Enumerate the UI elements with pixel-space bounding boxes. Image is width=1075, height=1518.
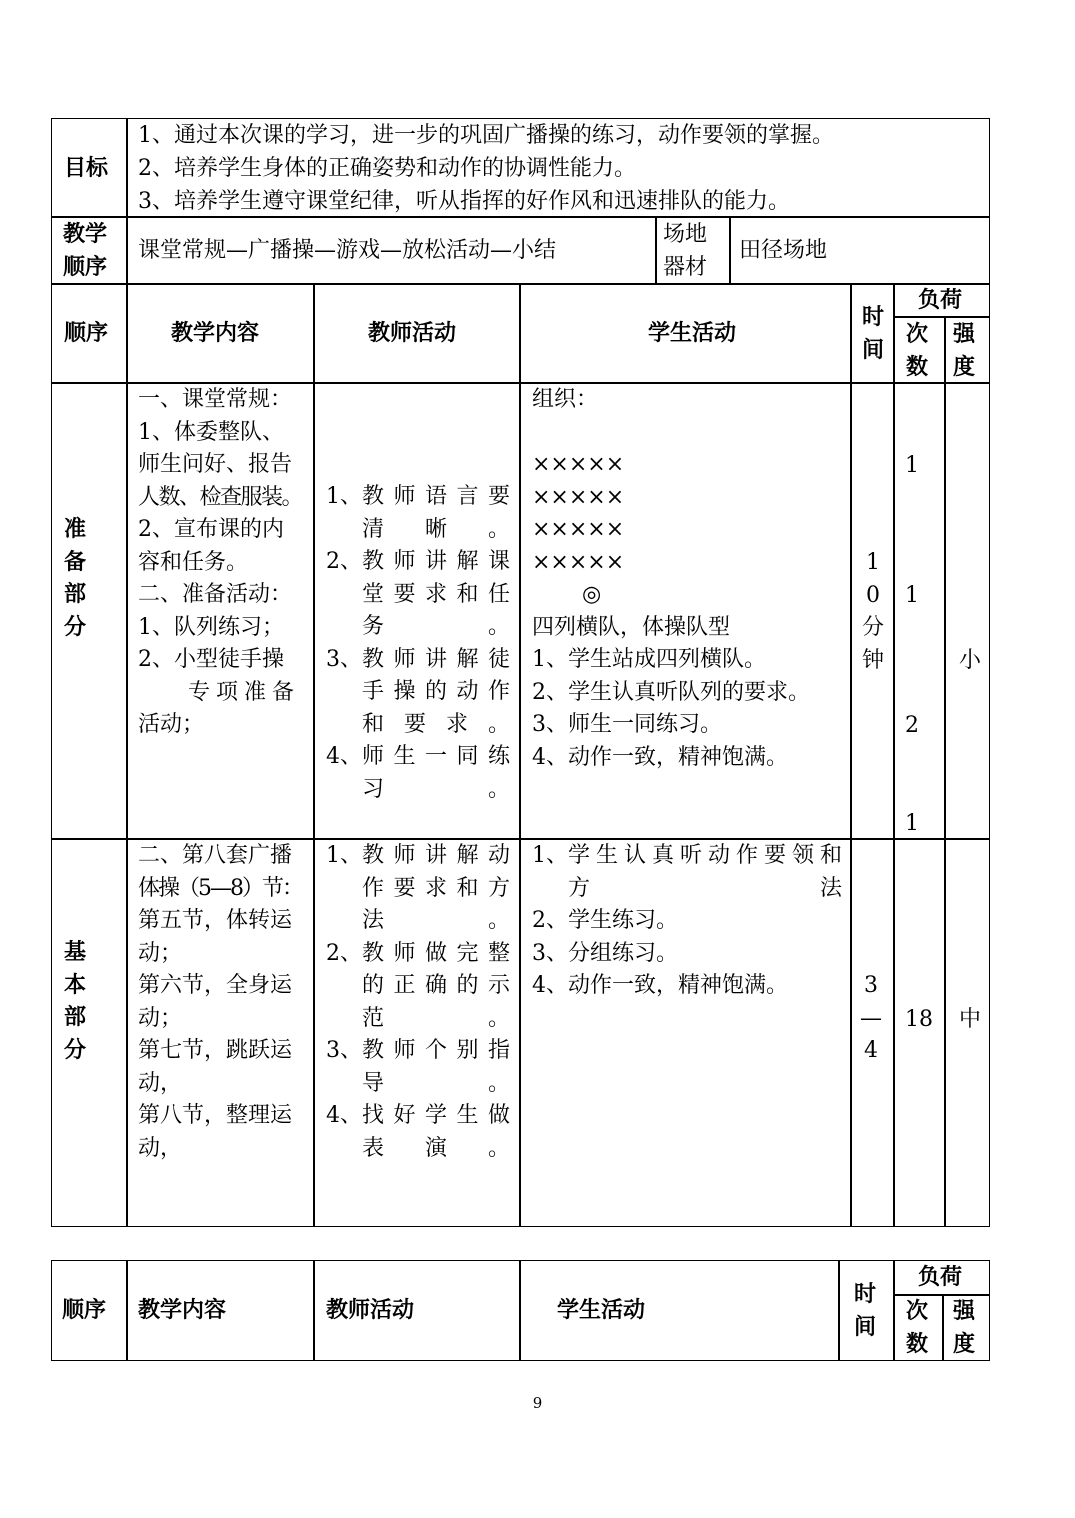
prep-teacher-activities — [326, 481, 510, 806]
col-divider — [893, 283, 895, 1227]
col-divider — [126, 1260, 128, 1361]
venue-label: 场地 — [663, 222, 708, 247]
venue-label: 器材 — [663, 255, 708, 280]
header-content: 教学内容 — [138, 1298, 227, 1323]
prep-count: 1 — [905, 453, 919, 478]
prep-student-activities: 组织： ××××× ××××× ××××× ××××× ◎ 四列横队，体操队型 1、学生站成四列横队。 2、学生认真听队列的要求。 3、师生一同练习。 4、动作一致，精神饱满。 — [532, 384, 847, 774]
col-divider — [838, 1260, 840, 1361]
col-divider — [126, 283, 128, 1227]
col-divider — [893, 1260, 895, 1361]
formation-row: ××××× — [532, 549, 625, 575]
list-item: 4、 找好学生做 表演。 — [326, 1103, 510, 1161]
objectives-label: 目标 — [64, 156, 109, 181]
objective-item: 1、通过本次课的学习，进一步的巩固广播操的练习，动作要领的掌握。 — [138, 123, 834, 148]
header-student: 学生活动 — [648, 321, 737, 346]
page-number: 9 — [532, 1394, 543, 1412]
header-load: 负荷 — [918, 1265, 963, 1290]
col-divider — [942, 1294, 944, 1361]
col-divider — [519, 1260, 521, 1361]
list-item: 2、 教师做完整 的正确的示 范。 — [326, 940, 510, 1031]
header-intensity: 强 — [953, 1299, 976, 1324]
list-item: 3、 教师个别指 导。 — [326, 1038, 510, 1096]
objective-item: 3、培养学生遵守课堂纪律，听从指挥的好作风和迅速排队的能力。 — [138, 189, 790, 214]
list-item: 3、 分组练习。 — [532, 940, 679, 966]
prep-count: 1 — [905, 811, 919, 836]
sequence-value: 课堂常规—广播操—游戏—放松活动—小结 — [138, 238, 557, 263]
header-intensity: 强 — [953, 322, 976, 347]
basic-section-label: 基 本 部 分 — [63, 940, 86, 1063]
col-divider — [944, 316, 946, 1227]
list-item: 2、 教师讲解课 堂要求和任 务。 — [326, 549, 510, 639]
header-count: 次 — [906, 322, 929, 347]
header-intensity: 度 — [953, 355, 976, 380]
basic-content: 二、第八套广播 体操（5—8）节： 第五节，体转运 动； 第六节，全身运 动； 第七节，跳跃运 动， 第八节，整理运 动， — [138, 843, 302, 1161]
header-teacher: 教师活动 — [326, 1298, 415, 1323]
list-item: 2、 学生练习。 — [532, 908, 679, 933]
prep-intensity: 小 — [959, 648, 982, 673]
col-divider — [313, 1260, 315, 1361]
prep-section-label: 准 备 部 分 — [63, 517, 86, 640]
header-intensity: 度 — [953, 1332, 976, 1357]
formation-row: ××××× — [532, 452, 625, 477]
basic-teacher-activities — [326, 840, 510, 1165]
header-load: 负荷 — [918, 288, 963, 313]
sequence-label: 顺序 — [63, 255, 108, 280]
header-time: 时 — [854, 1282, 877, 1307]
prep-count: 2 — [905, 713, 919, 738]
basic-time: 3 — 4 — [860, 973, 882, 1063]
prep-count: 1 — [905, 583, 919, 608]
list-item: 1、 教师讲解动 作要求和方 法。 — [326, 843, 510, 933]
venue-value: 田径场地 — [739, 238, 828, 263]
header-student: 学生活动 — [557, 1298, 646, 1323]
col-divider — [126, 118, 128, 284]
col-divider — [519, 283, 521, 1227]
prep-time: 1 0 分 钟 — [861, 550, 884, 673]
header-time: 时 — [862, 305, 885, 330]
list-item: 4、 动作一致，精神饱满。 — [532, 973, 789, 998]
formation-row: ××××× — [532, 517, 625, 542]
sequence-label: 教学 — [63, 222, 108, 247]
basic-count: 18 — [905, 1007, 933, 1032]
col-divider — [850, 283, 852, 1227]
teacher-marker: ◎ — [582, 582, 602, 607]
col-divider — [655, 216, 657, 284]
prep-content: 一、课堂常规： 1、体委整队、 师生问好、报告 人数、检查服装。 2、宣布课的内 容和任务。 二、准备活动： 1、队列练习； 2、小型徒手操 专项准备 活动； — [138, 387, 303, 737]
list-item: 1、 教师语言要 清晰。 — [326, 484, 510, 542]
header-count: 数 — [906, 1332, 929, 1357]
list-item: 1、 学生认真听动作要领和 方法 — [532, 843, 842, 901]
list-item: 3、 教师讲解徒 手操的动作 和要求。 — [326, 646, 510, 737]
col-divider — [729, 216, 731, 284]
formation-row: ××××× — [532, 484, 625, 510]
basic-student-activities — [532, 840, 842, 1003]
objective-item: 2、培养学生身体的正确姿势和动作的协调性能力。 — [138, 156, 636, 181]
col-divider — [313, 283, 315, 1227]
header-teacher: 教师活动 — [368, 321, 457, 346]
header-time: 间 — [854, 1315, 877, 1340]
header-count: 数 — [906, 355, 929, 380]
header-content: 教学内容 — [171, 321, 260, 346]
header-order: 顺序 — [62, 1298, 107, 1323]
header-order: 顺序 — [64, 321, 109, 346]
header-count: 次 — [906, 1299, 929, 1324]
header-time: 间 — [862, 338, 885, 363]
list-item: 4、 师生一同练 习。 — [326, 744, 510, 802]
basic-intensity: 中 — [959, 1007, 982, 1032]
